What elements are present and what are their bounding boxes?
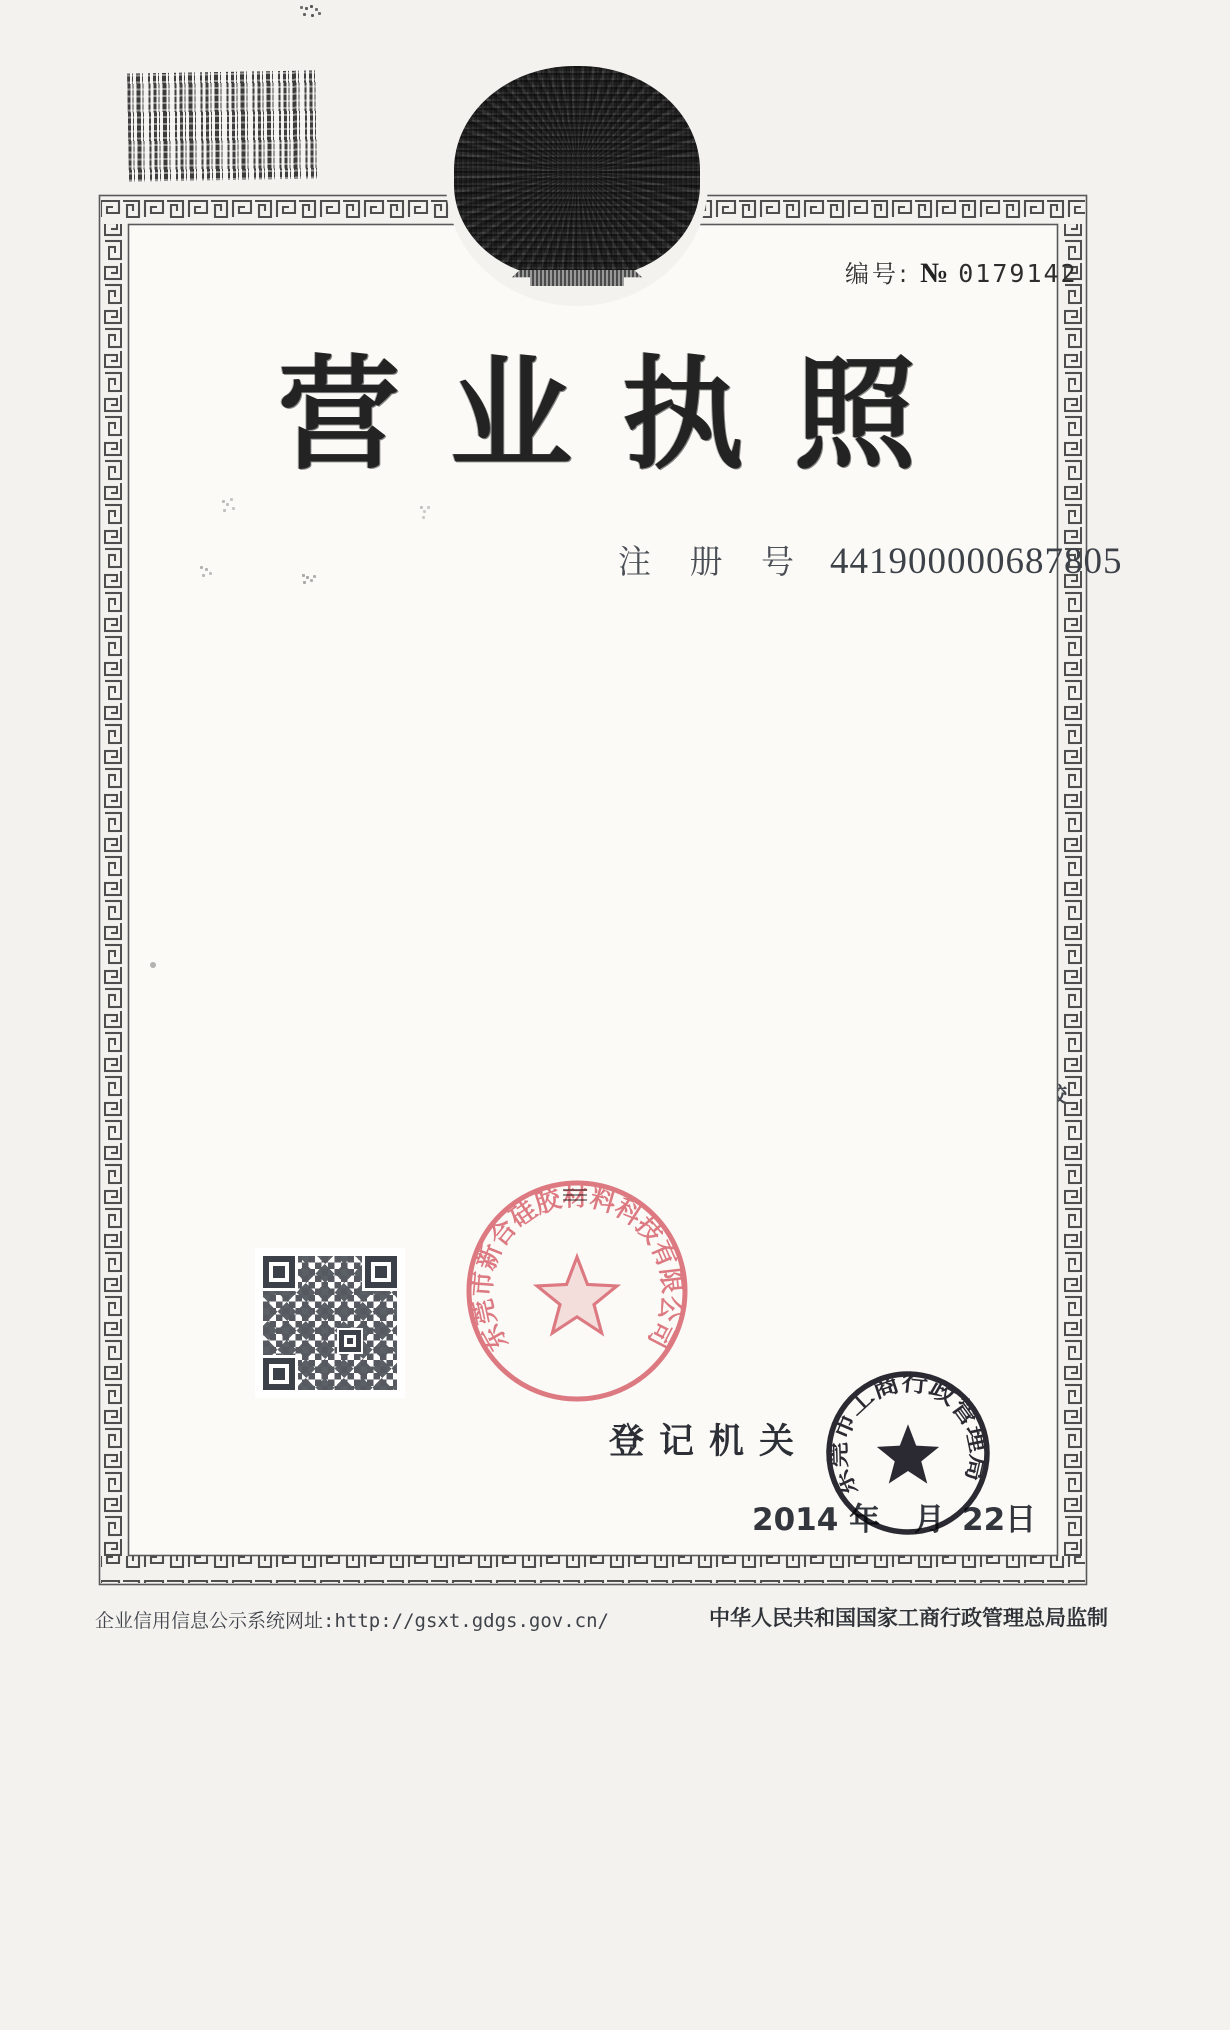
company-seal <box>457 1171 697 1411</box>
issue-date-year: 2014 年 <box>752 1502 881 1538</box>
footer-issuing-authority: 中华人民共和国国家工商行政管理总局监制 <box>709 1606 1108 1630</box>
numero-symbol: № <box>920 258 949 289</box>
qr-alignment-icon <box>339 1330 361 1352</box>
scan-artifact <box>222 500 225 503</box>
scan-artifact <box>150 962 156 968</box>
registration-number-line <box>618 536 1122 583</box>
qr-finder-icon <box>263 1256 295 1288</box>
emblem-pedestal <box>512 270 642 286</box>
serial-number-line <box>845 254 1078 290</box>
issue-date-day: 22日 <box>962 1502 1037 1538</box>
qr-code <box>255 1248 405 1398</box>
scan-artifact <box>420 506 423 509</box>
serial-number: 0179142 <box>958 259 1078 288</box>
seal-ring-text: 东莞市新合硅胶材料科技有限公司 <box>467 1182 687 1356</box>
qr-finder-icon <box>365 1256 397 1288</box>
qr-finder-icon <box>263 1358 295 1390</box>
registrar-label: 登记机关 <box>609 1422 810 1462</box>
scan-artifact <box>200 566 203 569</box>
barcode <box>127 70 319 181</box>
serial-label: 编号: <box>845 260 911 288</box>
scan-artifact <box>300 6 303 9</box>
footer-publicity-url: 企业信用信息公示系统网址:http://gsxt.gdgs.gov.cn/ <box>95 1610 609 1632</box>
certificate-title: 营业执照 <box>278 344 966 486</box>
star-icon <box>537 1257 617 1333</box>
seal-ring-text: 东莞市工商行政管理局 <box>825 1370 991 1501</box>
registration-label: 注 册 号 <box>618 542 808 581</box>
national-emblem-icon <box>446 60 708 306</box>
star-icon <box>877 1424 939 1483</box>
registry-seal <box>821 1366 995 1540</box>
registration-number: 441900000687805 <box>829 541 1123 582</box>
scan-artifact <box>302 574 305 577</box>
issue-date-month: 月 <box>914 1502 945 1538</box>
emblem-texture <box>454 66 700 278</box>
